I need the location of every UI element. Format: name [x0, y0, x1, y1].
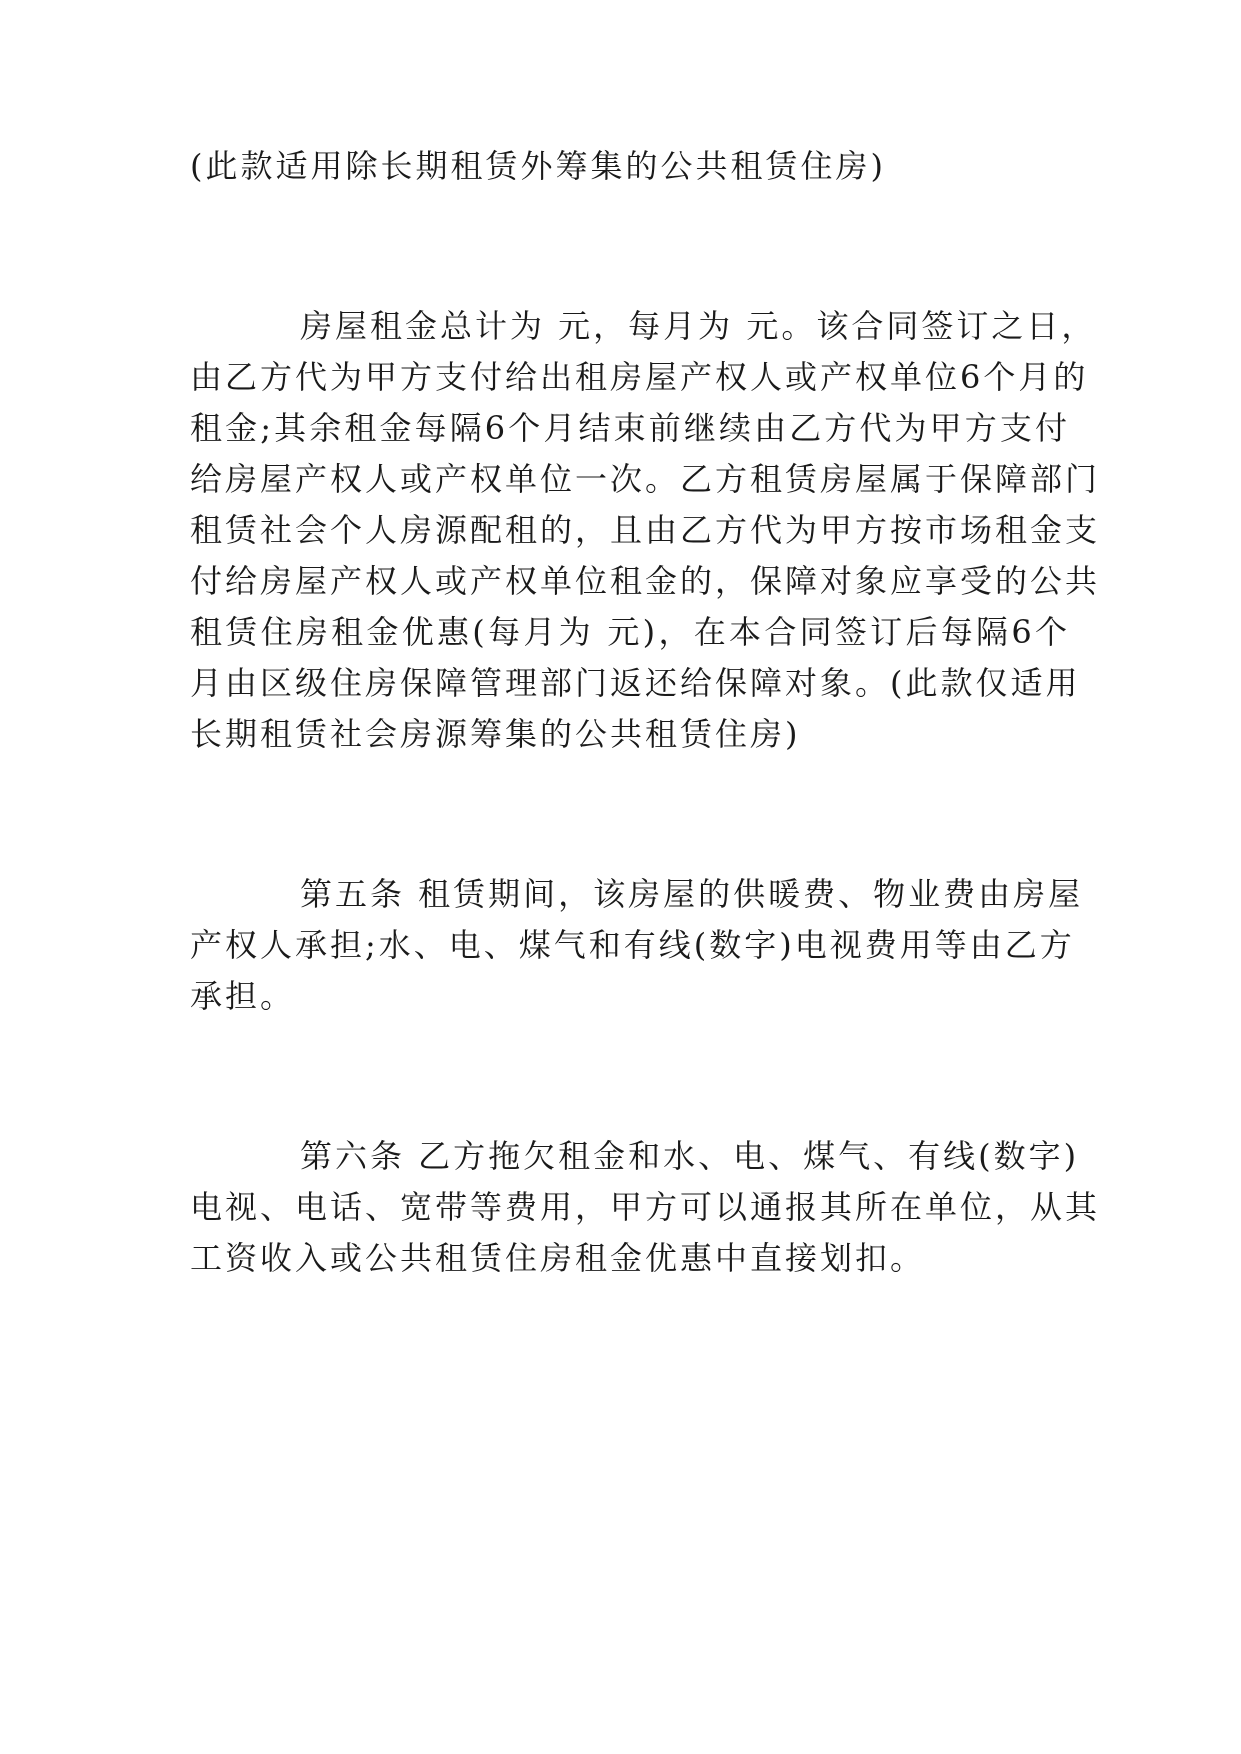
paragraph-line: 房屋租金总计为 元，每月为 元。该合同签订之日，: [300, 307, 1097, 345]
paragraph-line: 月由区级住房保障管理部门返还给保障对象。(此款仅适用: [190, 664, 1081, 702]
paragraph-line: 付给房屋产权人或产权单位租金的，保障对象应享受的公共: [190, 562, 1101, 600]
article-line: 承担。: [190, 977, 296, 1015]
paragraph-line: 给房屋产权人或产权单位一次。乙方租赁房屋属于保障部门: [190, 460, 1101, 498]
article-line: 工资收入或公共租赁住房租金优惠中直接划扣。: [190, 1239, 926, 1277]
article-line: 产权人承担;水、电、煤气和有线(数字)电视费用等由乙方: [190, 926, 1075, 964]
paragraph-line: (此款适用除长期租赁外筹集的公共租赁住房): [190, 147, 886, 185]
paragraph-line: 由乙方代为甲方支付给出租房屋产权人或产权单位6个月的: [190, 358, 1089, 396]
article-line: 第六条 乙方拖欠租金和水、电、煤气、有线(数字): [300, 1137, 1080, 1175]
article-line: 电视、电话、宽带等费用，甲方可以通报其所在单位，从其: [190, 1188, 1101, 1226]
paragraph-line: 长期租赁社会房源筹集的公共租赁住房): [190, 715, 801, 753]
article-line: 第五条 租赁期间，该房屋的供暖费、物业费由房屋: [300, 875, 1084, 913]
paragraph-line: 租赁社会个人房源配租的，且由乙方代为甲方按市场租金支: [190, 511, 1101, 549]
paragraph-line: 租赁住房租金优惠(每月为 元)，在本合同签订后每隔6个: [190, 613, 1070, 651]
paragraph-line: 租金;其余租金每隔6个月结束前继续由乙方代为甲方支付: [190, 409, 1070, 447]
